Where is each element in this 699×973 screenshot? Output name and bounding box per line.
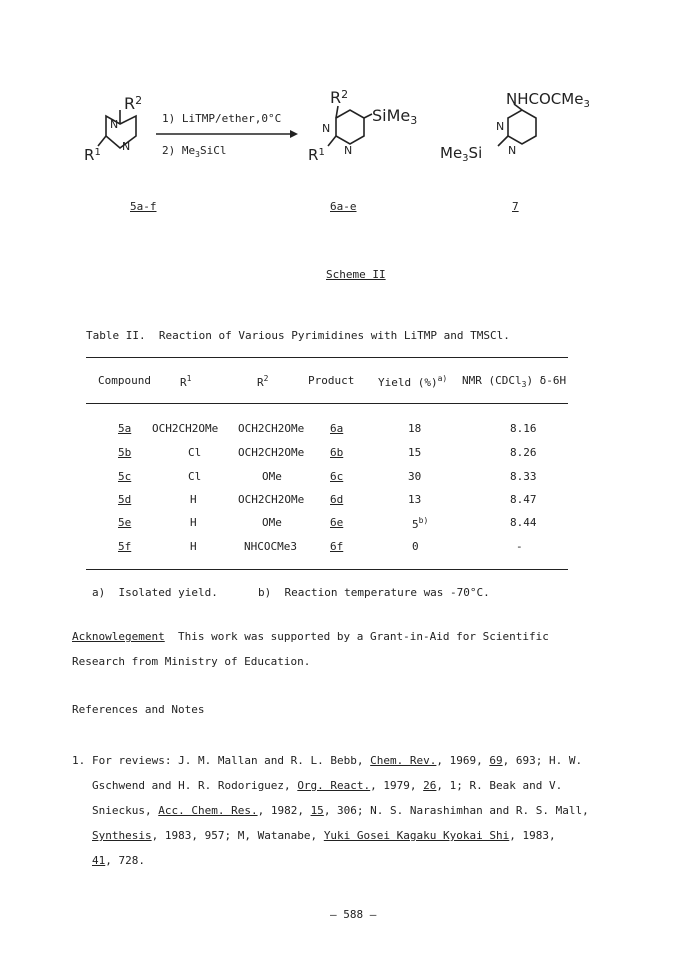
header-r1: $R^1$ (180, 374, 192, 389)
table-header-row (0, 374, 699, 392)
compound-label-6: 6a-e (330, 200, 357, 213)
volume-69: 69 (489, 754, 503, 767)
pyrimidine-ring-7 (508, 110, 536, 144)
cell-r2: OMe (262, 470, 282, 483)
cell-yield: 30 (408, 470, 422, 483)
r2-label-5: $R^2$ (124, 94, 143, 113)
reaction-step-2: 2) $Me_3SiCl$ (162, 144, 227, 159)
ring-n-7b: N (508, 144, 517, 157)
cell-yield: 5$^{b)}$ (412, 516, 429, 531)
table-row (0, 516, 699, 534)
cell-compound: 5d (118, 493, 132, 506)
ring-n-5a: N (110, 118, 119, 131)
journal-yuki-gosei: Yuki Gosei Kagaku Kyokai Shi (323, 829, 510, 842)
compound-label-7: 7 (512, 200, 519, 213)
cell-nmr: 8.26 (510, 446, 537, 459)
r2-label-6: $R^2$ (330, 88, 349, 107)
cell-product: 6d (330, 493, 344, 506)
cell-nmr: 8.47 (510, 493, 537, 506)
footnote-b: b) Reaction temperature was -70°C. (258, 586, 490, 599)
cell-r1: Cl (188, 470, 202, 483)
volume-15: 15 (310, 804, 324, 817)
table-top-rule (86, 357, 568, 358)
pyrimidine-ring-6 (336, 110, 364, 144)
cell-r1: H (190, 540, 197, 553)
cell-r1: OCH2CH2OMe (152, 422, 219, 435)
cell-product: 6a (330, 422, 344, 435)
cell-r2: OCH2CH2OMe (238, 446, 305, 459)
reference-number: 1. (72, 754, 86, 767)
compound-label-5: 5a-f (130, 200, 157, 213)
header-compound: Compound (98, 374, 151, 387)
scheme-structures (0, 0, 699, 200)
cell-product: 6e (330, 516, 344, 529)
acknowledgement-line-1: Acknowlegement This work was supported by a Grant-in-Aid for Scientific (72, 630, 549, 643)
cell-product: 6f (330, 540, 344, 553)
table-row (0, 493, 699, 511)
acknowledgement-line-2: Research from Ministry of Education. (72, 655, 311, 668)
table-row (0, 446, 699, 464)
ring-n-5b: N (122, 140, 131, 153)
cell-r2: OCH2CH2OMe (238, 422, 305, 435)
r1-label-6: $R^1$ (308, 146, 325, 164)
cell-nmr: 8.16 (510, 422, 537, 435)
journal-chem-rev: Chem. Rev. (370, 754, 437, 767)
nhcocme3-label-7: NHCOCMe$_3$ (506, 90, 590, 110)
acknowledgement-label: Acknowlegement (72, 630, 165, 643)
cell-nmr: 8.33 (510, 470, 537, 483)
ring-n-6b: N (344, 144, 353, 157)
cell-yield: 15 (408, 446, 422, 459)
journal-org-react: Org. React. (297, 779, 371, 792)
cell-product: 6c (330, 470, 344, 483)
table-bottom-rule (86, 569, 568, 570)
reaction-step-1: 1) LiTMP/ether,0°C (162, 112, 282, 125)
header-nmr: NMR (CDCl$_3$) δ-6H (462, 374, 567, 389)
cell-product: 6b (330, 446, 344, 459)
cell-compound: 5e (118, 516, 132, 529)
journal-acc-chem-res: Acc. Chem. Res. (158, 804, 258, 817)
cell-r1: H (190, 516, 197, 529)
cell-r1: Cl (188, 446, 202, 459)
cell-r2: NHCOCMe3 (244, 540, 297, 553)
cell-compound: 5a (118, 422, 132, 435)
cell-nmr: - (516, 540, 523, 553)
table-header-rule (86, 403, 568, 404)
cell-yield: 0 (412, 540, 419, 553)
references-heading: References and Notes (72, 703, 205, 716)
cell-compound: 5b (118, 446, 132, 459)
cell-r2: OMe (262, 516, 282, 529)
cell-compound: 5c (118, 470, 132, 483)
table-caption: Table II. Reaction of Various Pyrimidines with LiTMP and TMSCl. (86, 329, 510, 342)
cell-r1: H (190, 493, 197, 506)
r1-label-5: $R^1$ (84, 146, 101, 164)
volume-41: 41 (92, 854, 106, 867)
table-row (0, 422, 699, 440)
header-r2: $R^2$ (257, 374, 269, 389)
cell-nmr: 8.44 (510, 516, 537, 529)
table-row (0, 540, 699, 558)
cell-compound: 5f (118, 540, 132, 553)
ring-n-7a: N (496, 120, 505, 133)
reference-1: For reviews: J. M. Mallan and R. L. Bebb, Chem. Rev., 1969, 69, 693; H. W. Gschwend and H. R. Rodoriguez, Org. React., 1979, 26, 1; R. Beak and V. Snieckus, Acc. Chem. Res., 1982, 15, 306; N. S. Narashimhan and R. S. Mall, Synthesis, 1983, 957; M, Watanabe, Yuki Gosei Kagaku Kyokai Shi, 1983, 41, 728. (92, 754, 589, 867)
ring-n-6a: N (322, 122, 331, 135)
table-row (0, 470, 699, 488)
sime3-label-6: SiMe$_3$ (372, 106, 418, 127)
arrow-head (290, 130, 298, 138)
scheme-title: Scheme II (326, 268, 386, 281)
cell-yield: 18 (408, 422, 422, 435)
header-yield: Yield (%)$^{a)}$ (378, 374, 448, 389)
cell-r2: OCH2CH2OMe (238, 493, 305, 506)
cell-yield: 13 (408, 493, 422, 506)
page-number: — 588 — (330, 908, 377, 921)
volume-26: 26 (423, 779, 437, 792)
header-product: Product (308, 374, 355, 387)
footnote-a: a) Isolated yield. (92, 586, 218, 599)
journal-synthesis: Synthesis (92, 829, 152, 842)
me3si-label-7: $Me_3Si$ (440, 144, 483, 164)
